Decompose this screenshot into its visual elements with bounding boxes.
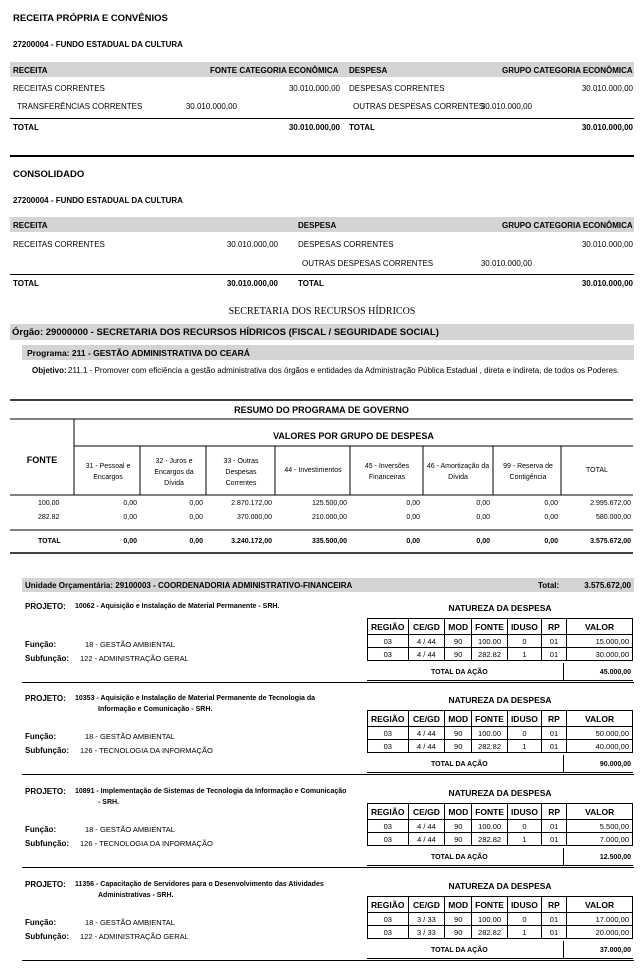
table-cell: 1 bbox=[507, 648, 541, 661]
resumo-fonte-header: FONTE bbox=[26, 455, 58, 465]
natureza-col-header: RP bbox=[541, 711, 566, 727]
natureza-col-header: VALOR bbox=[567, 897, 633, 913]
funcao-value: 18 - GESTÃO AMBIENTAL bbox=[85, 918, 175, 927]
subfuncao-label: Subfunção: bbox=[25, 839, 69, 848]
natureza-col-header: REGIÃO bbox=[368, 804, 409, 820]
r1-c44: 125.500,00 bbox=[311, 500, 347, 507]
s2-total-label2: TOTAL bbox=[298, 279, 324, 288]
table-cell: 100.00 bbox=[472, 820, 508, 833]
table-cell: 4 / 44 bbox=[408, 820, 445, 833]
table-cell: 01 bbox=[541, 648, 566, 661]
s2-total-receita: 30.010.000,00 bbox=[226, 279, 278, 288]
r2-c46: 0,00 bbox=[476, 514, 490, 521]
r2-c99: 0,00 bbox=[544, 514, 558, 521]
section1-entity: 27200004 - FUNDO ESTADUAL DA CULTURA bbox=[13, 40, 183, 49]
funcao-label: Função: bbox=[25, 640, 57, 649]
table-cell: 4 / 44 bbox=[408, 635, 445, 648]
table-cell: 30.000,00 bbox=[567, 648, 633, 661]
table-cell: 90 bbox=[445, 913, 472, 926]
section1-title: RECEITA PRÓPRIA E CONVÊNIOS bbox=[13, 13, 168, 24]
table-cell: 90 bbox=[445, 833, 472, 846]
table-cell: 0 bbox=[507, 727, 541, 740]
natureza-col-header: VALOR bbox=[567, 804, 633, 820]
natureza-col-header: FONTE bbox=[472, 804, 508, 820]
table-cell: 15.000,00 bbox=[567, 635, 633, 648]
table-row bbox=[368, 913, 633, 926]
subfuncao-value: 126 - TECNOLOGIA DA INFORMAÇÃO bbox=[80, 839, 213, 848]
table-cell: 03 bbox=[368, 727, 409, 740]
natureza-col-header: REGIÃO bbox=[368, 897, 409, 913]
total-acao-row bbox=[367, 755, 633, 773]
s2-despesa-1-val: 30.010.000,00 bbox=[581, 240, 633, 249]
table-cell: 01 bbox=[541, 727, 566, 740]
r2-c31: 0,00 bbox=[123, 514, 137, 521]
col-33: 33 - Outras Despesas Correntes bbox=[223, 458, 259, 487]
natureza-col-header: REGIÃO bbox=[368, 711, 409, 727]
projeto-desc2: - SRH. bbox=[98, 799, 119, 806]
table-cell: 01 bbox=[541, 833, 566, 846]
table-cell: 5.500,00 bbox=[567, 820, 633, 833]
table-cell: 01 bbox=[541, 913, 566, 926]
col-total: TOTAL bbox=[586, 467, 608, 474]
projeto-desc2: Administrativas - SRH. bbox=[98, 892, 174, 899]
section1-header-despesa: DESPESA bbox=[349, 66, 388, 75]
section1-header-grupo: GRUPO CATEGORIA ECONÔMICA bbox=[502, 66, 633, 75]
natureza-col-header: VALOR bbox=[567, 619, 633, 635]
section2-entity: 27200004 - FUNDO ESTADUAL DA CULTURA bbox=[13, 196, 183, 205]
table-cell: 40.000,00 bbox=[567, 740, 633, 753]
table-cell: 50.000,00 bbox=[567, 727, 633, 740]
table-cell: 03 bbox=[368, 635, 409, 648]
t-c32: 0,00 bbox=[189, 538, 203, 545]
natureza-table bbox=[367, 803, 633, 846]
natureza-col-header: RP bbox=[541, 619, 566, 635]
projeto-label: PROJETO: bbox=[25, 602, 66, 611]
col-32: 32 - Juros e Encargos da Dívida bbox=[154, 458, 194, 487]
section2-title: CONSOLIDADO bbox=[13, 169, 85, 180]
s2-despesa-2-val: 30.010.000,00 bbox=[480, 259, 532, 268]
table-cell: 100.00 bbox=[472, 913, 508, 926]
natureza-col-header: IDUSO bbox=[507, 897, 541, 913]
subfuncao-label: Subfunção: bbox=[25, 746, 69, 755]
table-row bbox=[368, 833, 633, 846]
r1-c33: 2.870.172,00 bbox=[231, 500, 272, 507]
natureza-col-header: FONTE bbox=[472, 711, 508, 727]
projeto-label: PROJETO: bbox=[25, 880, 66, 889]
resumo-subtitle: VALORES POR GRUPO DE DESPESA bbox=[273, 431, 434, 441]
s1-total-label: TOTAL bbox=[13, 123, 39, 132]
natureza-col-header: CE/GD bbox=[408, 711, 445, 727]
funcao-label: Função: bbox=[25, 918, 57, 927]
unidade-total: 3.575.672,00 bbox=[584, 581, 631, 590]
table-row bbox=[368, 648, 633, 661]
natureza-col-header: IDUSO bbox=[507, 619, 541, 635]
table-row bbox=[368, 727, 633, 740]
total-acao-value: 12.500,00 bbox=[599, 854, 631, 861]
projeto-desc2: Informação e Comunicação - SRH. bbox=[98, 706, 213, 713]
funcao-label: Função: bbox=[25, 825, 57, 834]
table-cell: 7.000,00 bbox=[567, 833, 633, 846]
s1-receita-1: RECEITAS CORRENTES bbox=[13, 84, 105, 93]
table-cell: 90 bbox=[445, 740, 472, 753]
table-cell: 01 bbox=[541, 820, 566, 833]
r1-c99: 0,00 bbox=[544, 500, 558, 507]
s1-fonte-2: 30.010.000,00 bbox=[185, 102, 237, 111]
total-acao-label: TOTAL DA AÇÃO bbox=[431, 761, 488, 768]
subfuncao-value: 122 - ADMINISTRAÇÃO GERAL bbox=[80, 654, 189, 663]
col-45: 45 - Inversões Financeiras bbox=[364, 463, 410, 481]
table-cell: 3 / 33 bbox=[408, 913, 445, 926]
objetivo-label: Objetivo: bbox=[32, 366, 67, 375]
t-c46: 0,00 bbox=[476, 538, 490, 545]
s2-receita-1: RECEITAS CORRENTES bbox=[13, 240, 105, 249]
funcao-value: 18 - GESTÃO AMBIENTAL bbox=[85, 825, 175, 834]
natureza-col-header: IDUSO bbox=[508, 804, 542, 820]
natureza-table bbox=[367, 896, 633, 939]
section1-header-receita: RECEITA bbox=[13, 66, 48, 75]
table-cell: 90 bbox=[445, 635, 472, 648]
natureza-col-header: MOD bbox=[445, 711, 472, 727]
natureza-col-header: MOD bbox=[445, 804, 472, 820]
table-cell: 282.82 bbox=[472, 926, 508, 939]
s2-total-label: TOTAL bbox=[13, 279, 39, 288]
natureza-header: NATUREZA DA DESPESA bbox=[448, 603, 552, 613]
natureza-table bbox=[367, 710, 633, 753]
r1-c31: 0,00 bbox=[123, 500, 137, 507]
r2-c44: 210.000,00 bbox=[311, 514, 347, 521]
table-cell: 1 bbox=[508, 833, 542, 846]
table-cell: 1 bbox=[507, 926, 541, 939]
projeto-label: PROJETO: bbox=[25, 787, 66, 796]
s1-dfonte-2: 30.010.000,00 bbox=[480, 102, 532, 111]
table-cell: 1 bbox=[507, 740, 541, 753]
table-cell: 03 bbox=[368, 648, 409, 661]
resumo-row1-fonte: 100.00 bbox=[38, 500, 60, 507]
natureza-col-header: FONTE bbox=[472, 619, 508, 635]
table-cell: 20.000,00 bbox=[567, 926, 633, 939]
programa-label: Programa: 211 - GESTÃO ADMINISTRATIVA DO CEARÁ bbox=[27, 348, 250, 358]
col-46: 46 - Amortização da Dívida bbox=[426, 463, 490, 481]
r1-c32: 0,00 bbox=[189, 500, 203, 507]
table-row bbox=[368, 740, 633, 753]
natureza-col-header: RP bbox=[541, 897, 566, 913]
s2-despesa-2: OUTRAS DESPESAS CORRENTES bbox=[302, 259, 434, 268]
resumo-title: RESUMO DO PROGRAMA DE GOVERNO bbox=[234, 405, 409, 415]
r1-c45: 0,00 bbox=[406, 500, 420, 507]
table-cell: 4 / 44 bbox=[408, 648, 445, 661]
table-cell: 0 bbox=[508, 820, 542, 833]
t-c45: 0,00 bbox=[406, 538, 420, 545]
r1-c46: 0,00 bbox=[476, 500, 490, 507]
section2-header-grupo: GRUPO CATEGORIA ECONÔMICA bbox=[502, 221, 633, 230]
table-row bbox=[368, 926, 633, 939]
s2-despesa-1: DESPESAS CORRENTES bbox=[298, 240, 394, 249]
t-c99: 0,00 bbox=[544, 538, 558, 545]
natureza-header: NATUREZA DA DESPESA bbox=[448, 695, 552, 705]
table-cell: 4 / 44 bbox=[408, 740, 445, 753]
orgao-label: Órgão: 29000000 - SECRETARIA DOS RECURSOS HÍDRICOS (FISCAL / SEGURIDADE SOCIAL) bbox=[12, 327, 439, 338]
funcao-label: Função: bbox=[25, 732, 57, 741]
projeto-label: PROJETO: bbox=[25, 694, 66, 703]
table-cell: 100.00 bbox=[472, 635, 508, 648]
table-cell: 4 / 44 bbox=[408, 727, 445, 740]
projeto-desc: 10062 - Aquisição e Instalação de Material Permanente - SRH. bbox=[75, 603, 280, 610]
subfuncao-label: Subfunção: bbox=[25, 932, 69, 941]
table-cell: 03 bbox=[368, 913, 409, 926]
r2-c45: 0,00 bbox=[406, 514, 420, 521]
table-cell: 0 bbox=[507, 913, 541, 926]
subfuncao-label: Subfunção: bbox=[25, 654, 69, 663]
table-row bbox=[368, 820, 633, 833]
table-cell: 282.82 bbox=[472, 833, 508, 846]
total-acao-label: TOTAL DA AÇÃO bbox=[431, 947, 488, 954]
col-44: 44 - Investimentos bbox=[284, 467, 342, 474]
total-acao-row bbox=[367, 848, 633, 866]
table-cell: 90 bbox=[445, 820, 472, 833]
natureza-col-header: IDUSO bbox=[507, 711, 541, 727]
projeto-desc: 11356 - Capacitação de Servidores para o Desenvolvimento das Atividades bbox=[75, 881, 324, 888]
t-c44: 335.500,00 bbox=[311, 538, 347, 545]
subfuncao-value: 122 - ADMINISTRAÇÃO GERAL bbox=[80, 932, 189, 941]
total-acao-label: TOTAL DA AÇÃO bbox=[431, 854, 488, 861]
col-99: 99 - Reserva de Contigência bbox=[503, 463, 553, 481]
natureza-col-header: FONTE bbox=[472, 897, 508, 913]
unidade-total-label: Total: bbox=[538, 581, 560, 590]
natureza-header: NATUREZA DA DESPESA bbox=[448, 881, 552, 891]
natureza-col-header: RP bbox=[541, 804, 566, 820]
s1-total-label2: TOTAL bbox=[349, 123, 375, 132]
total-acao-value: 45.000,00 bbox=[599, 669, 631, 676]
r2-c32: 0,00 bbox=[189, 514, 203, 521]
table-cell: 0 bbox=[507, 635, 541, 648]
section2-header-receita: RECEITA bbox=[13, 221, 48, 230]
s1-total-receita: 30.010.000,00 bbox=[288, 123, 340, 132]
natureza-col-header: MOD bbox=[445, 619, 472, 635]
s2-receita-1-val: 30.010.000,00 bbox=[226, 240, 278, 249]
r1-total: 2.995.672,00 bbox=[590, 500, 631, 507]
s1-despesa-2: OUTRAS DESPESAS CORRENTES bbox=[353, 102, 485, 111]
table-cell: 03 bbox=[368, 820, 409, 833]
s1-total-despesa: 30.010.000,00 bbox=[581, 123, 633, 132]
t-c33: 3.240.172,00 bbox=[231, 538, 272, 545]
natureza-header: NATUREZA DA DESPESA bbox=[448, 788, 552, 798]
natureza-col-header: VALOR bbox=[567, 711, 633, 727]
total-acao-value: 37.000,00 bbox=[599, 947, 631, 954]
section2-header-despesa: DESPESA bbox=[298, 221, 337, 230]
section1-header-fonte: FONTE CATEGORIA ECONÔMICA bbox=[210, 66, 339, 75]
col-31: 31 - Pessoal e Encargos bbox=[85, 463, 131, 481]
natureza-col-header: REGIÃO bbox=[368, 619, 409, 635]
table-cell: 90 bbox=[445, 727, 472, 740]
total-acao-row bbox=[367, 663, 633, 681]
table-cell: 90 bbox=[445, 926, 472, 939]
table-cell: 3 / 33 bbox=[408, 926, 445, 939]
resumo-total-fonte: TOTAL bbox=[38, 538, 61, 545]
natureza-col-header: CE/GD bbox=[408, 619, 445, 635]
s1-receita-2: TRANSFERÊNCIAS CORRENTES bbox=[17, 102, 143, 111]
total-acao-row bbox=[367, 941, 633, 959]
objetivo-text: 211.1 - Promover com eficiência a gestão administrativa dos órgãos e entidades da Administração Pública Estadual , direta e indireta, de todos os Poderes. bbox=[68, 366, 620, 375]
projeto-desc: 10891 - Implementação de Sistemas de Tecnologia da Informação e Comunicação bbox=[75, 788, 347, 795]
total-acao-value: 90.000,00 bbox=[599, 761, 631, 768]
table-cell: 03 bbox=[368, 833, 409, 846]
funcao-value: 18 - GESTÃO AMBIENTAL bbox=[85, 640, 175, 649]
funcao-value: 18 - GESTÃO AMBIENTAL bbox=[85, 732, 175, 741]
table-cell: 100.00 bbox=[472, 727, 508, 740]
natureza-col-header: CE/GD bbox=[408, 897, 445, 913]
natureza-col-header: MOD bbox=[445, 897, 472, 913]
total-acao-label: TOTAL DA AÇÃO bbox=[431, 669, 488, 676]
r2-c33: 370.000,00 bbox=[236, 514, 272, 521]
table-cell: 90 bbox=[445, 648, 472, 661]
s1-cat-1: 30.010.000,00 bbox=[288, 84, 340, 93]
table-cell: 01 bbox=[541, 635, 566, 648]
resumo-row2-fonte: 282.82 bbox=[38, 514, 60, 521]
subfuncao-value: 126 - TECNOLOGIA DA INFORMAÇÃO bbox=[80, 746, 213, 755]
table-cell: 4 / 44 bbox=[408, 833, 445, 846]
table-cell: 03 bbox=[368, 740, 409, 753]
table-cell: 282.82 bbox=[472, 740, 508, 753]
r2-total: 580.000,00 bbox=[595, 514, 631, 521]
table-cell: 01 bbox=[541, 740, 566, 753]
projeto-desc: 10353 - Aquisição e Instalação de Material Permanente de Tecnologia da bbox=[75, 695, 316, 702]
s1-despesa-1: DESPESAS CORRENTES bbox=[349, 84, 445, 93]
table-cell: 01 bbox=[541, 926, 566, 939]
secretaria-heading: SECRETARIA DOS RECURSOS HÍDRICOS bbox=[228, 306, 416, 317]
natureza-table bbox=[367, 618, 633, 661]
natureza-col-header: CE/GD bbox=[408, 804, 445, 820]
table-cell: 03 bbox=[368, 926, 409, 939]
s1-grupo-1: 30.010.000,00 bbox=[581, 84, 633, 93]
table-cell: 17.000,00 bbox=[567, 913, 633, 926]
table-cell: 282.82 bbox=[472, 648, 508, 661]
table-row bbox=[368, 635, 633, 648]
t-total: 3.575.672,00 bbox=[590, 538, 631, 545]
s2-total-despesa: 30.010.000,00 bbox=[581, 279, 633, 288]
t-c31: 0,00 bbox=[123, 538, 137, 545]
unidade-label: Unidade Orçamentária: 29100003 - COORDENADORIA ADMINISTRATIVO-FINANCEIRA bbox=[25, 581, 353, 590]
